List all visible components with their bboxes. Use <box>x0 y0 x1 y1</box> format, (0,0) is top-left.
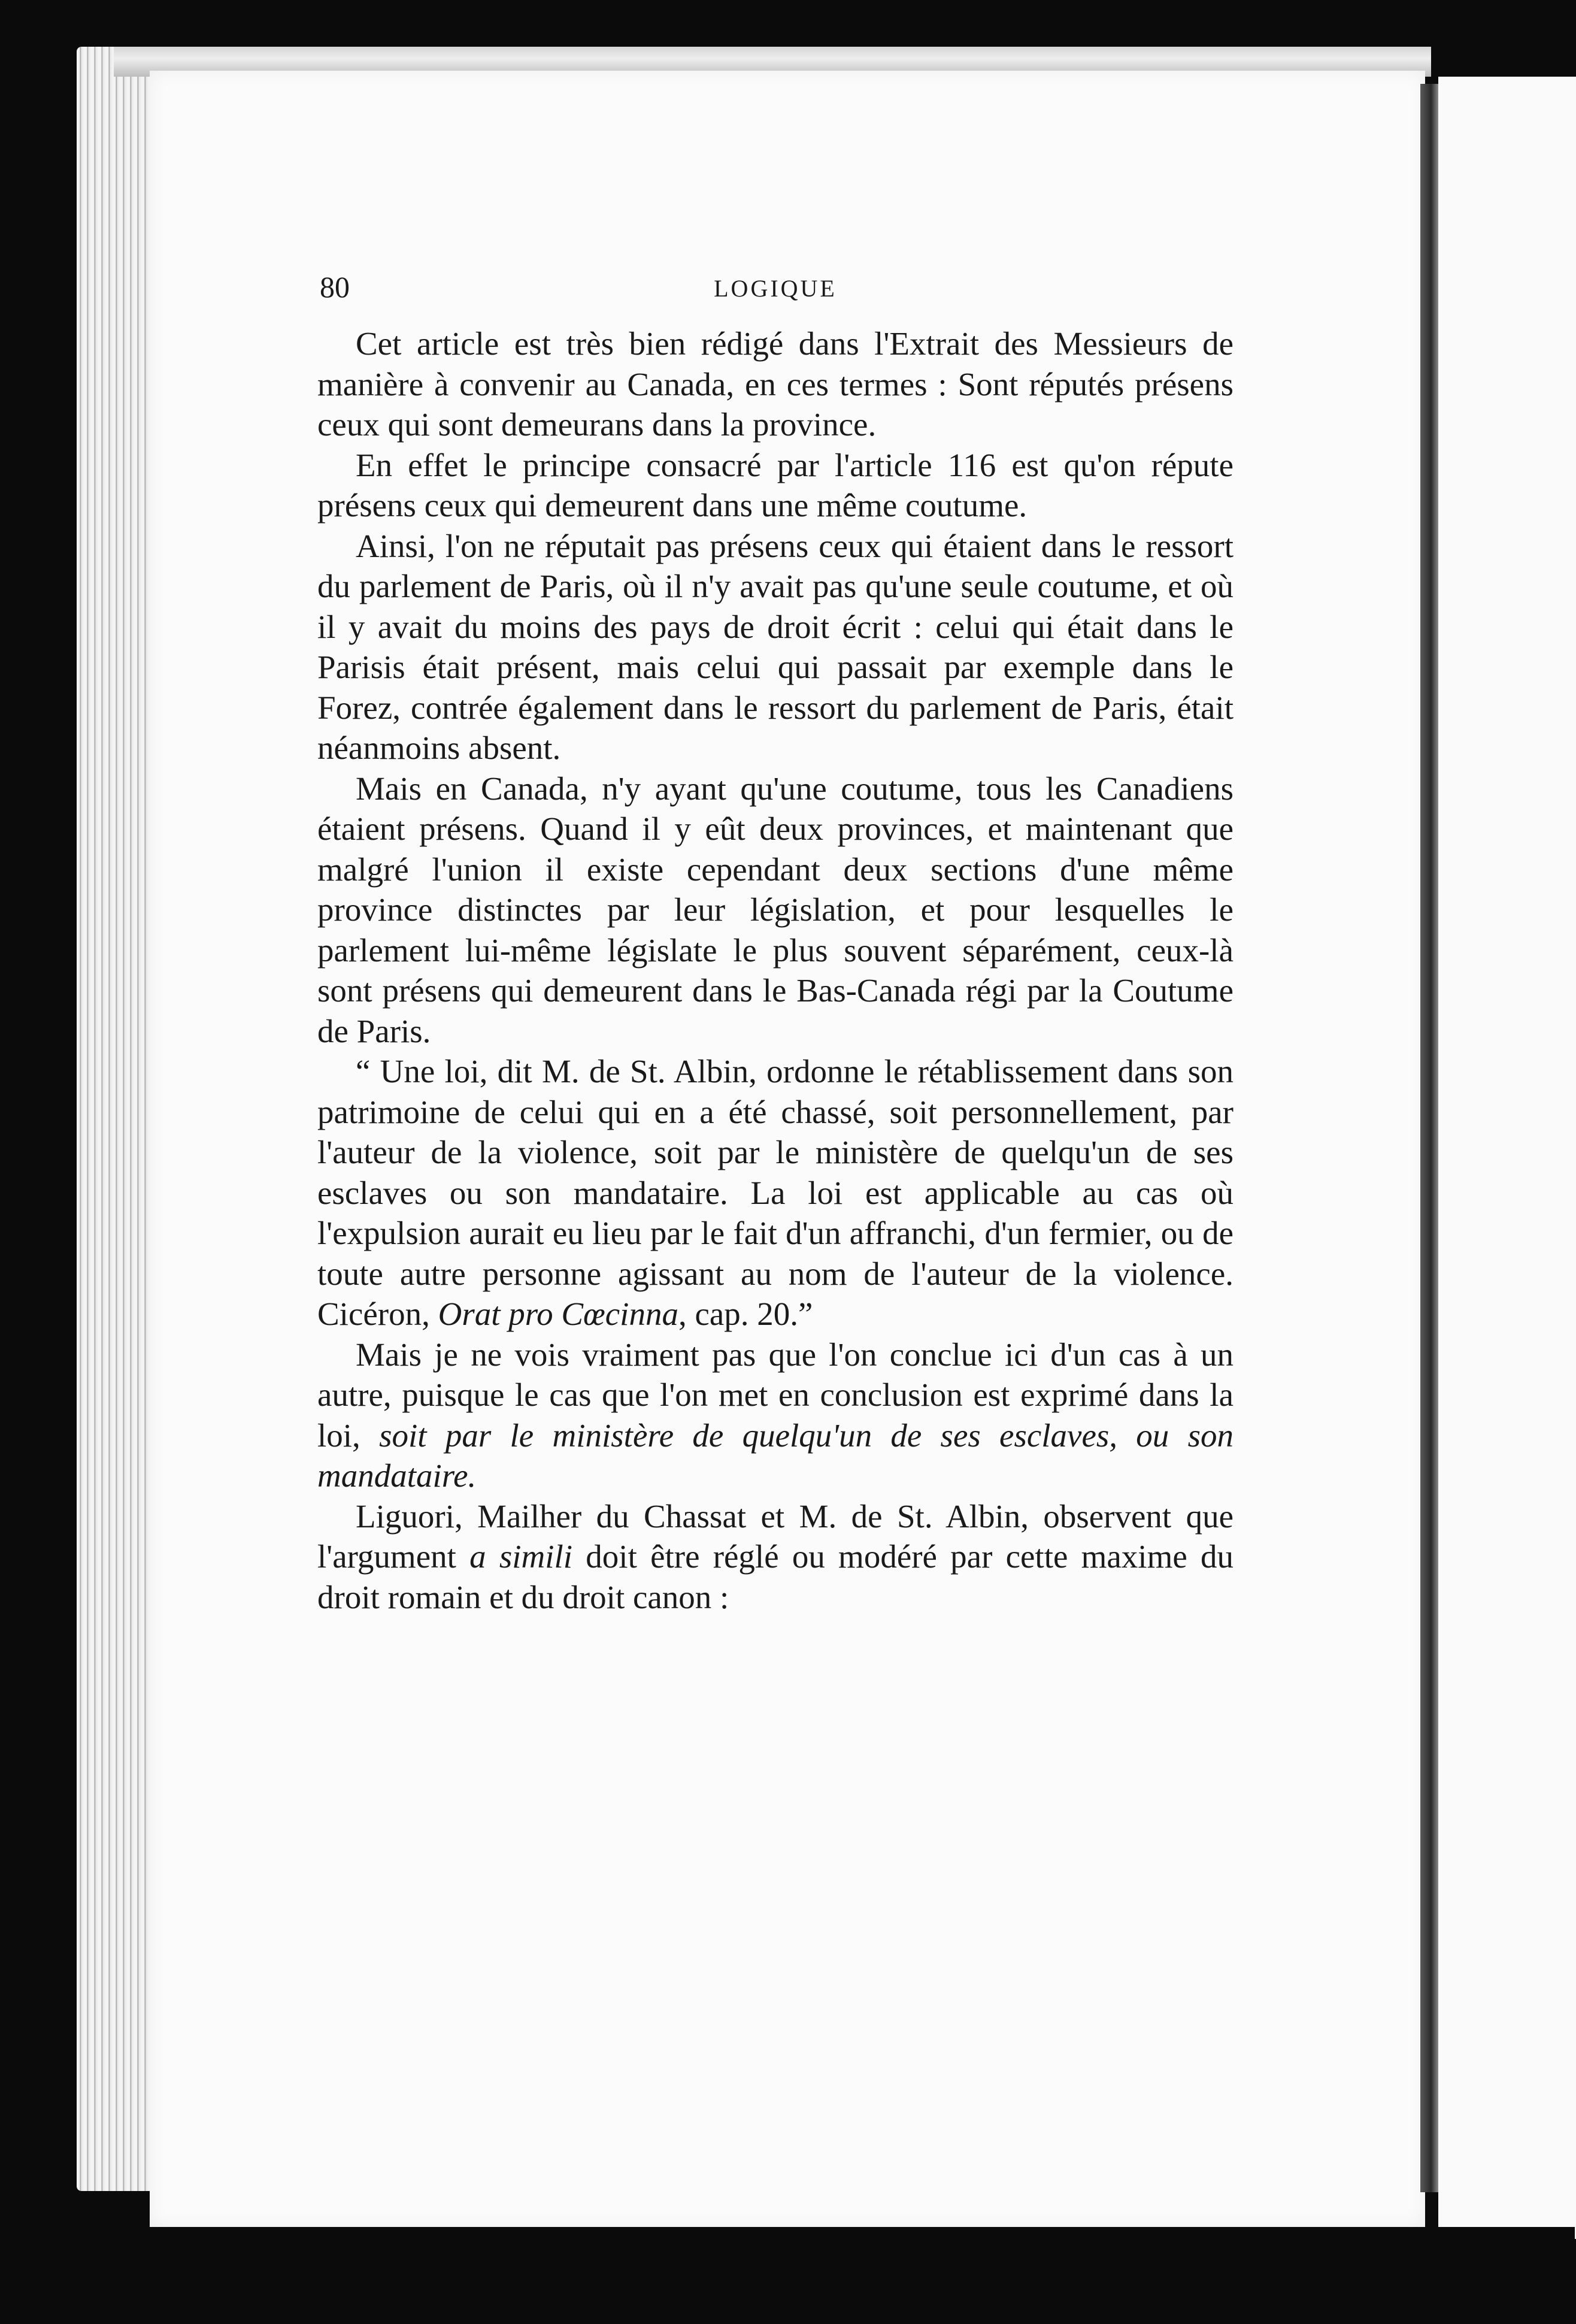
paragraph-5-text-after: , cap. 20.” <box>678 1296 813 1332</box>
paragraph-5-text-before: “ Une loi, dit M. de St. Albin, ordonne le rétablissement dans son patrimoine de celui qui en a été chassé, soit personnellement, par l'auteur de la violence, soit par le ministère de quelqu'un de ses esclaves ou son mandataire. La loi est applicable au cas où l'expulsion aurait eu lieu par le fait d'un affranchi, d'un fermier, ou de toute autre personne agissant au nom de l'auteur de la violence. Cicéron, <box>317 1053 1233 1332</box>
paragraph-1: Cet article est très bien rédigé dans l'Extrait des Messieurs de manière à convenir au Canada, en ces termes : Sont réputés présens ceux qui sont demeurans dans la province. <box>317 325 1233 443</box>
paragraph-3: Ainsi, l'on ne réputait pas présens ceux qui étaient dans le ressort du parlement de Paris, où il n'y avait pas qu'une seule coutume, et où il y avait du moins des pays de droit écrit : celui qui était dans le Parisis était présent, mais celui qui passait par exemple dans le Forez, contrée également dans le ressort du parlement de Paris, était néanmoins absent. <box>317 527 1233 766</box>
paragraph-7-italic: a simili <box>469 1538 573 1575</box>
paragraph-6-text-before: Mais je ne vois vraiment pas que l'on conclue ici d'un cas à un autre, puisque le cas que l'on met en conclusion est exprimé dans la loi, <box>317 1336 1233 1454</box>
paragraph-5-italic: Orat pro Cœcinna <box>438 1296 678 1332</box>
book-gutter <box>1420 84 1438 2192</box>
page-content <box>317 270 1233 1617</box>
running-head <box>317 270 1233 323</box>
paragraph-7 <box>317 1496 1233 1618</box>
bottom-shadow <box>114 2227 1575 2323</box>
facing-page-edge <box>1438 77 1576 2239</box>
paragraph-7-text-before: Liguori, Mailher du Chassat et M. de St. Albin, observent que l'argument <box>317 1497 1233 1575</box>
paragraph-2: En effet le principe consacré par l'article 116 est qu'on répute présens ceux qui demeurent dans une même coutume. <box>317 446 1233 523</box>
page-number: 80 <box>320 270 350 304</box>
running-head-title: LOGIQUE <box>714 275 837 302</box>
paragraph-7-text-after: doit être réglé ou modéré par cette maxime du droit romain et du droit canon : <box>317 1538 1233 1615</box>
paragraph-6-italic: soit par le ministère de quelqu'un de ses esclaves, ou son mandataire. <box>317 1417 1233 1494</box>
paragraph-4: Mais en Canada, n'y ayant qu'une coutume, tous les Canadiens étaient présens. Quand il y eût deux provinces, et maintenant que malgré l'union il existe cependant deux sections d'une même province distinctes par leur législation, et pour lesquelles le parlement lui-même législate le plus souvent séparément, ceux-là sont présens qui demeurent dans le Bas-Canada régi par la Coutume de Paris. <box>317 770 1233 1049</box>
paragraph-5-quote <box>317 1051 1233 1335</box>
paragraph-6 <box>317 1335 1233 1496</box>
